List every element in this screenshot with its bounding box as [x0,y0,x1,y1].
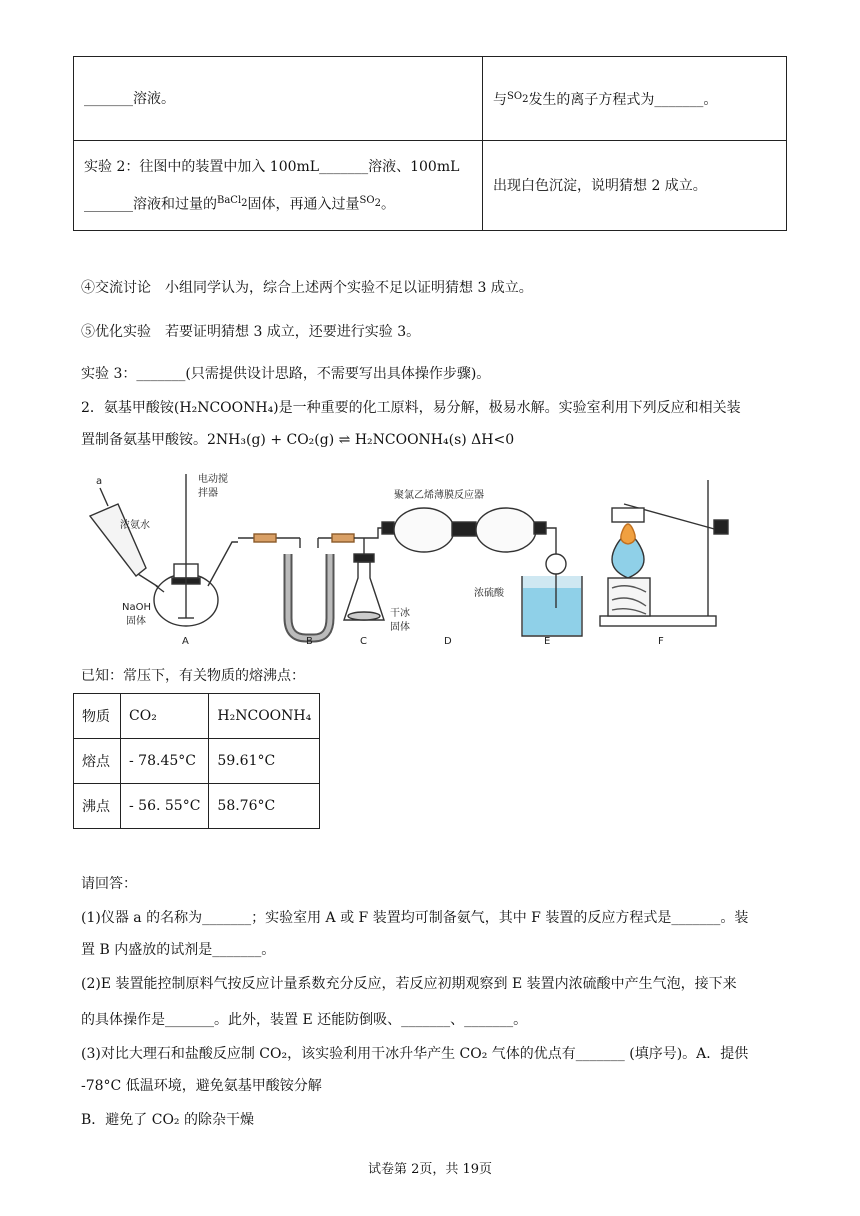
paragraph: ④交流讨论 小组同学认为，综合上述两个实验不足以证明猜想 3 成立。 [81,280,533,296]
table-row [74,784,320,829]
table-row [74,694,320,739]
page-footer: 试卷第 2页，共 19页 [367,1162,493,1177]
table-cell: H₂NCOONH₄ [209,694,320,739]
label-naoh-2: 固体 [126,616,146,627]
label-B: B [306,636,313,647]
known-text: 已知：常压下，有关物质的熔沸点： [81,668,305,684]
formula-subscript: 2 [522,93,529,105]
cell-text [84,191,472,215]
label-a: a [96,476,103,487]
text-part: 与 [493,92,507,109]
cell-text: 出现白色沉淀，说明猜想 2 成立。 [493,177,707,194]
table-cell: 59.61°C [209,739,320,784]
label-ammonia: 浓氨水 [120,520,150,531]
label-F: F [658,636,664,647]
table-row [74,739,320,784]
table-cell: CO₂ [121,694,209,739]
formula: SO [507,90,523,102]
question-text: -78°C 低温环境，避免氨基甲酸铵分解 [81,1078,322,1094]
table-cell: 沸点 [74,784,121,829]
label-dryice-1: 干冰 [390,608,410,619]
table-cell: 58.76°C [209,784,320,829]
label-E: E [544,636,551,647]
cell-text [493,92,717,108]
table-row [74,57,787,141]
label-stirrer-2: 拌器 [198,488,218,499]
table-cell [483,141,787,231]
label-A: A [182,636,189,647]
label-dryice-2: 固体 [390,622,410,633]
label-stirrer-1: 电动搅 [198,474,228,485]
question-text: (1)仪器 a 的名称为_______；实验室用 A 或 F 装置均可制备氨气，其中 F 装置的反应方程式是_______。装 [81,910,749,926]
question-text: 2．氨基甲酸铵(H₂NCOONH₄)是一种重要的化工原料，易分解，极易水解。实验室利用下列反应和相关装 [81,400,741,416]
text-part: 固体，再通入过量 [247,196,360,213]
question-text: 的具体操作是_______。此外，装置 E 还能防倒吸、_______、_______。 [81,1012,528,1028]
experiment-table [73,56,787,231]
formula-subscript: 2 [374,197,381,209]
paragraph: 实验 3：_______(只需提供设计思路，不需要写出具体操作步骤)。 [81,366,491,382]
properties-table [73,693,320,829]
question-text: (2)E 装置能控制原料气按反应计量系数充分反应，若反应初期观察到 E 装置内浓硫酸中产生气泡，接下来 [81,976,737,992]
question-text: (3)对比大理石和盐酸反应制 CO₂，该实验利用干冰升华产生 CO₂ 气体的优点有_______ (填序号)。A．提供 [81,1046,749,1062]
text-part: _______溶液和过量的 [84,196,217,213]
label-reactor: 聚氯乙烯薄膜反应器 [394,490,484,501]
table-row [74,141,787,231]
table-cell [74,141,483,231]
text-part: 。 [380,196,395,213]
label-C: C [360,636,367,647]
label-h2so4: 浓硫酸 [474,588,504,599]
question-text: 置 B 内盛放的试剂是_______。 [81,942,276,958]
apparatus-figure [78,468,778,648]
cell-text: 实验 2：往图中的装置中加入 100mL_______溶液、100mL [84,158,460,175]
question-text: 置制备氨基甲酸铵。2NH₃(g) + CO₂(g) ⇌ H₂NCOONH₄(s) ΔH<0 [81,432,515,448]
table-cell: - 78.45°C [121,739,209,784]
table-cell: - 56. 55°C [121,784,209,829]
table-cell: 物质 [74,694,121,739]
table-cell [483,57,787,141]
formula-subscript: 2 [241,197,248,209]
table-cell [74,57,483,141]
paragraph: ⑤优化实验 若要证明猜想 3 成立，还要进行实验 3。 [81,324,421,340]
text-part: 发生的离子方程式为_______。 [528,92,718,109]
question-text: B．避免了 CO₂ 的除杂干燥 [81,1112,254,1128]
cell-text: _______溶液。 [84,90,175,107]
formula: BaCl [217,194,242,206]
table-cell: 熔点 [74,739,121,784]
label-D: D [444,636,452,647]
label-naoh-1: NaOH [122,602,151,613]
formula: SO [359,194,375,206]
answer-intro: 请回答： [81,876,137,892]
